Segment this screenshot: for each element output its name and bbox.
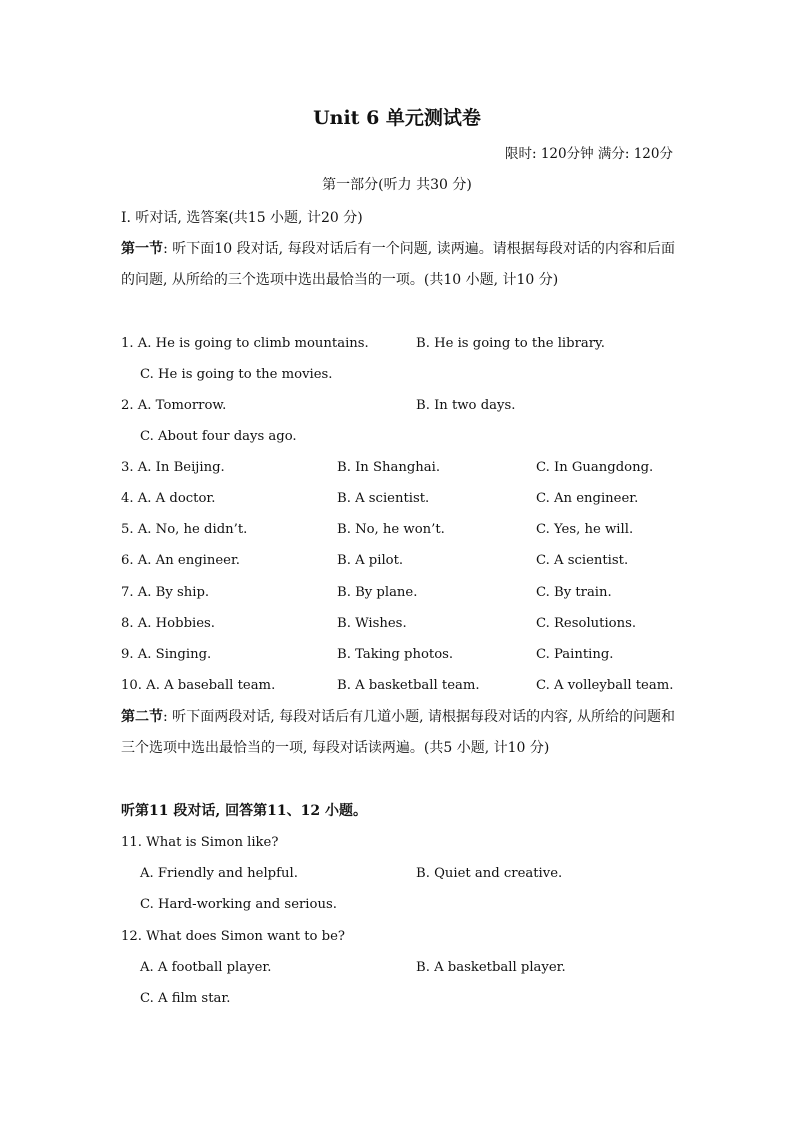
q1-option-b: B. He is going to the library.	[416, 336, 605, 351]
page-title: Unit 6 单元测试卷	[313, 107, 481, 129]
instruction-section-1	[121, 234, 675, 296]
question-row	[121, 582, 681, 604]
option-c: C. A scientist.	[536, 553, 629, 568]
question-row	[121, 613, 681, 635]
option-c: C. By train.	[536, 585, 612, 600]
section-label: 第二节	[121, 709, 164, 725]
question-row	[121, 550, 681, 572]
section-label: 第一节	[121, 241, 164, 257]
time-score-info: 限时: 120分钟 满分: 120分	[504, 146, 673, 162]
option-c: C. In Guangdong.	[536, 460, 654, 475]
option-c: C. Resolutions.	[536, 616, 637, 631]
option-a: 5. A. No, he didn’t.	[121, 522, 248, 537]
question-row	[121, 488, 681, 510]
option-b: B. By plane.	[337, 585, 418, 600]
q11-option-b: B. Quiet and creative.	[416, 866, 563, 881]
option-b: B. Taking photos.	[337, 647, 454, 662]
option-c: C. Yes, he will.	[536, 522, 634, 537]
q12-option-a: A. A football player.	[140, 960, 272, 975]
q2-option-b: B. In two days.	[416, 398, 516, 413]
option-a: 10. A. A baseball team.	[121, 678, 276, 693]
q11-option-a: A. Friendly and helpful.	[140, 866, 298, 881]
q12-option-b: B. A basketball player.	[416, 960, 566, 975]
question-row	[121, 675, 681, 697]
q2-option-c: C. About four days ago.	[140, 429, 297, 444]
q1-option-c: C. He is going to the movies.	[140, 367, 333, 382]
question-row	[121, 519, 681, 541]
section-heading: I. 听对话, 选答案(共15 小题, 计20 分)	[121, 210, 363, 226]
question-row	[121, 644, 681, 666]
q1-option-a: 1. A. He is going to climb mountains.	[121, 336, 369, 351]
option-c: C. Painting.	[536, 647, 614, 662]
q11-stem: 11. What is Simon like?	[121, 835, 279, 850]
instruction-text: : 听下面10 段对话, 每段对话后有一个问题, 读两遍。请根据每段对话的内容和后面的问题, 从所给的三个选项中选出最恰当的一项。(共10 小题, 计10 分)	[121, 241, 675, 288]
q2-option-a: 2. A. Tomorrow.	[121, 398, 227, 413]
dialog-instruction: 听第11 段对话, 回答第11、12 小题。	[121, 803, 367, 819]
option-c: C. An engineer.	[536, 491, 639, 506]
q11-option-c: C. Hard-working and serious.	[140, 897, 337, 912]
option-b: B. In Shanghai.	[337, 460, 441, 475]
option-b: B. No, he won’t.	[337, 522, 445, 537]
q12-stem: 12. What does Simon want to be?	[121, 929, 345, 944]
option-b: B. A pilot.	[337, 553, 404, 568]
option-b: B. A scientist.	[337, 491, 430, 506]
option-b: B. Wishes.	[337, 616, 407, 631]
option-a: 8. A. Hobbies.	[121, 616, 215, 631]
option-a: 3. A. In Beijing.	[121, 460, 225, 475]
part-heading: 第一部分(听力 共30 分)	[322, 177, 472, 193]
question-row	[121, 457, 681, 479]
option-a: 9. A. Singing.	[121, 647, 212, 662]
option-a: 6. A. An engineer.	[121, 553, 240, 568]
option-c: C. A volleyball team.	[536, 678, 674, 693]
option-a: 7. A. By ship.	[121, 585, 210, 600]
instruction-section-2	[121, 702, 675, 764]
option-a: 4. A. A doctor.	[121, 491, 216, 506]
option-b: B. A basketball team.	[337, 678, 480, 693]
instruction-text: : 听下面两段对话, 每段对话后有几道小题, 请根据每段对话的内容, 从所给的问题和三个选项中选出最恰当的一项, 每段对话读两遍。(共5 小题, 计10 分)	[121, 709, 675, 756]
q12-option-c: C. A film star.	[140, 991, 231, 1006]
